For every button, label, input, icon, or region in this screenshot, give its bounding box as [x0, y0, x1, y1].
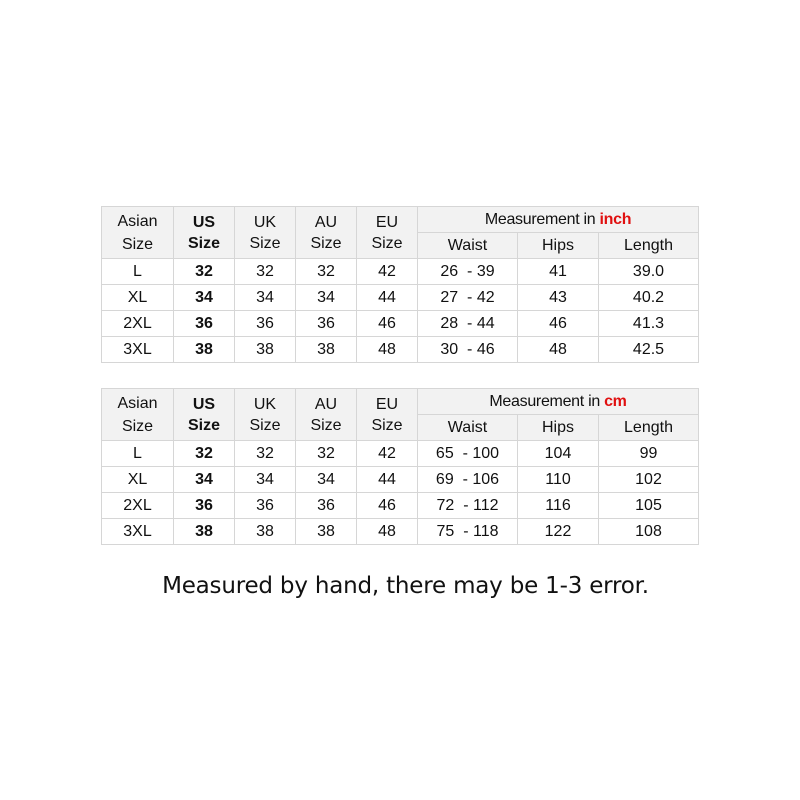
us-cell: 36	[174, 311, 235, 337]
eu-cell: 44	[357, 285, 418, 311]
asian-cell: XL	[102, 467, 174, 493]
length-cell: 108	[599, 519, 699, 545]
hips-header: Hips	[518, 415, 599, 441]
uk-cell: 34	[235, 467, 296, 493]
length-cell: 42.5	[599, 337, 699, 363]
length-cell: 39.0	[599, 259, 699, 285]
length-cell: 40.2	[599, 285, 699, 311]
us-cell: 36	[174, 493, 235, 519]
asian-cell: L	[102, 441, 174, 467]
hips-header: Hips	[518, 233, 599, 259]
us-cell: 32	[174, 259, 235, 285]
hips-cell: 46	[518, 311, 599, 337]
hips-cell: 116	[518, 493, 599, 519]
waist-cell: 72 - 112	[418, 493, 518, 519]
uk-size-header: UK Size	[235, 207, 296, 259]
uk-cell: 32	[235, 441, 296, 467]
waist-cell: 28 - 44	[418, 311, 518, 337]
waist-cell: 26 - 39	[418, 259, 518, 285]
hips-cell: 104	[518, 441, 599, 467]
waist-cell: 65 - 100	[418, 441, 518, 467]
eu-size-header: EU Size	[357, 207, 418, 259]
table-row	[102, 493, 699, 519]
measurement-note: Measured by hand, there may be 1-3 error.	[162, 573, 649, 599]
hips-cell: 122	[518, 519, 599, 545]
us-size-header: US Size	[174, 207, 235, 259]
eu-cell: 46	[357, 311, 418, 337]
table-row	[102, 285, 699, 311]
table-row	[102, 441, 699, 467]
length-cell: 99	[599, 441, 699, 467]
eu-cell: 44	[357, 467, 418, 493]
us-cell: 34	[174, 467, 235, 493]
au-cell: 32	[296, 441, 357, 467]
table-row	[102, 259, 699, 285]
size-chart-inch	[101, 206, 699, 363]
uk-cell: 32	[235, 259, 296, 285]
uk-cell: 36	[235, 311, 296, 337]
hips-cell: 48	[518, 337, 599, 363]
waist-cell: 30 - 46	[418, 337, 518, 363]
us-cell: 38	[174, 337, 235, 363]
table-row	[102, 337, 699, 363]
eu-cell: 46	[357, 493, 418, 519]
size-chart-cm	[101, 388, 699, 545]
us-cell: 32	[174, 441, 235, 467]
length-cell: 102	[599, 467, 699, 493]
eu-cell: 48	[357, 519, 418, 545]
asian-cell: 3XL	[102, 519, 174, 545]
asian-size-header: Asian Size	[102, 389, 174, 441]
waist-header: Waist	[418, 233, 518, 259]
uk-cell: 34	[235, 285, 296, 311]
length-header: Length	[599, 233, 699, 259]
hips-cell: 43	[518, 285, 599, 311]
au-cell: 34	[296, 467, 357, 493]
asian-size-header: Asian Size	[102, 207, 174, 259]
header-row	[102, 207, 699, 233]
waist-header: Waist	[418, 415, 518, 441]
uk-size-header: UK Size	[235, 389, 296, 441]
asian-cell: 2XL	[102, 493, 174, 519]
asian-cell: 2XL	[102, 311, 174, 337]
eu-size-header: EU Size	[357, 389, 418, 441]
uk-cell: 38	[235, 337, 296, 363]
unit-label: inch	[599, 210, 632, 228]
au-cell: 36	[296, 311, 357, 337]
us-size-header: US Size	[174, 389, 235, 441]
table-row	[102, 311, 699, 337]
hips-cell: 110	[518, 467, 599, 493]
au-cell: 34	[296, 285, 357, 311]
measurement-header: Measurement in cm	[418, 389, 699, 415]
asian-cell: 3XL	[102, 337, 174, 363]
hips-cell: 41	[518, 259, 599, 285]
us-cell: 34	[174, 285, 235, 311]
table-row	[102, 467, 699, 493]
table-row	[102, 519, 699, 545]
au-cell: 36	[296, 493, 357, 519]
header-row	[102, 389, 699, 415]
au-size-header: AU Size	[296, 389, 357, 441]
eu-cell: 42	[357, 441, 418, 467]
uk-cell: 36	[235, 493, 296, 519]
asian-cell: L	[102, 259, 174, 285]
waist-cell: 69 - 106	[418, 467, 518, 493]
length-cell: 41.3	[599, 311, 699, 337]
waist-cell: 75 - 118	[418, 519, 518, 545]
uk-cell: 38	[235, 519, 296, 545]
au-cell: 32	[296, 259, 357, 285]
eu-cell: 48	[357, 337, 418, 363]
unit-label: cm	[604, 392, 627, 410]
asian-cell: XL	[102, 285, 174, 311]
us-cell: 38	[174, 519, 235, 545]
measurement-header: Measurement in inch	[418, 207, 699, 233]
au-cell: 38	[296, 519, 357, 545]
waist-cell: 27 - 42	[418, 285, 518, 311]
au-size-header: AU Size	[296, 207, 357, 259]
eu-cell: 42	[357, 259, 418, 285]
au-cell: 38	[296, 337, 357, 363]
length-header: Length	[599, 415, 699, 441]
length-cell: 105	[599, 493, 699, 519]
